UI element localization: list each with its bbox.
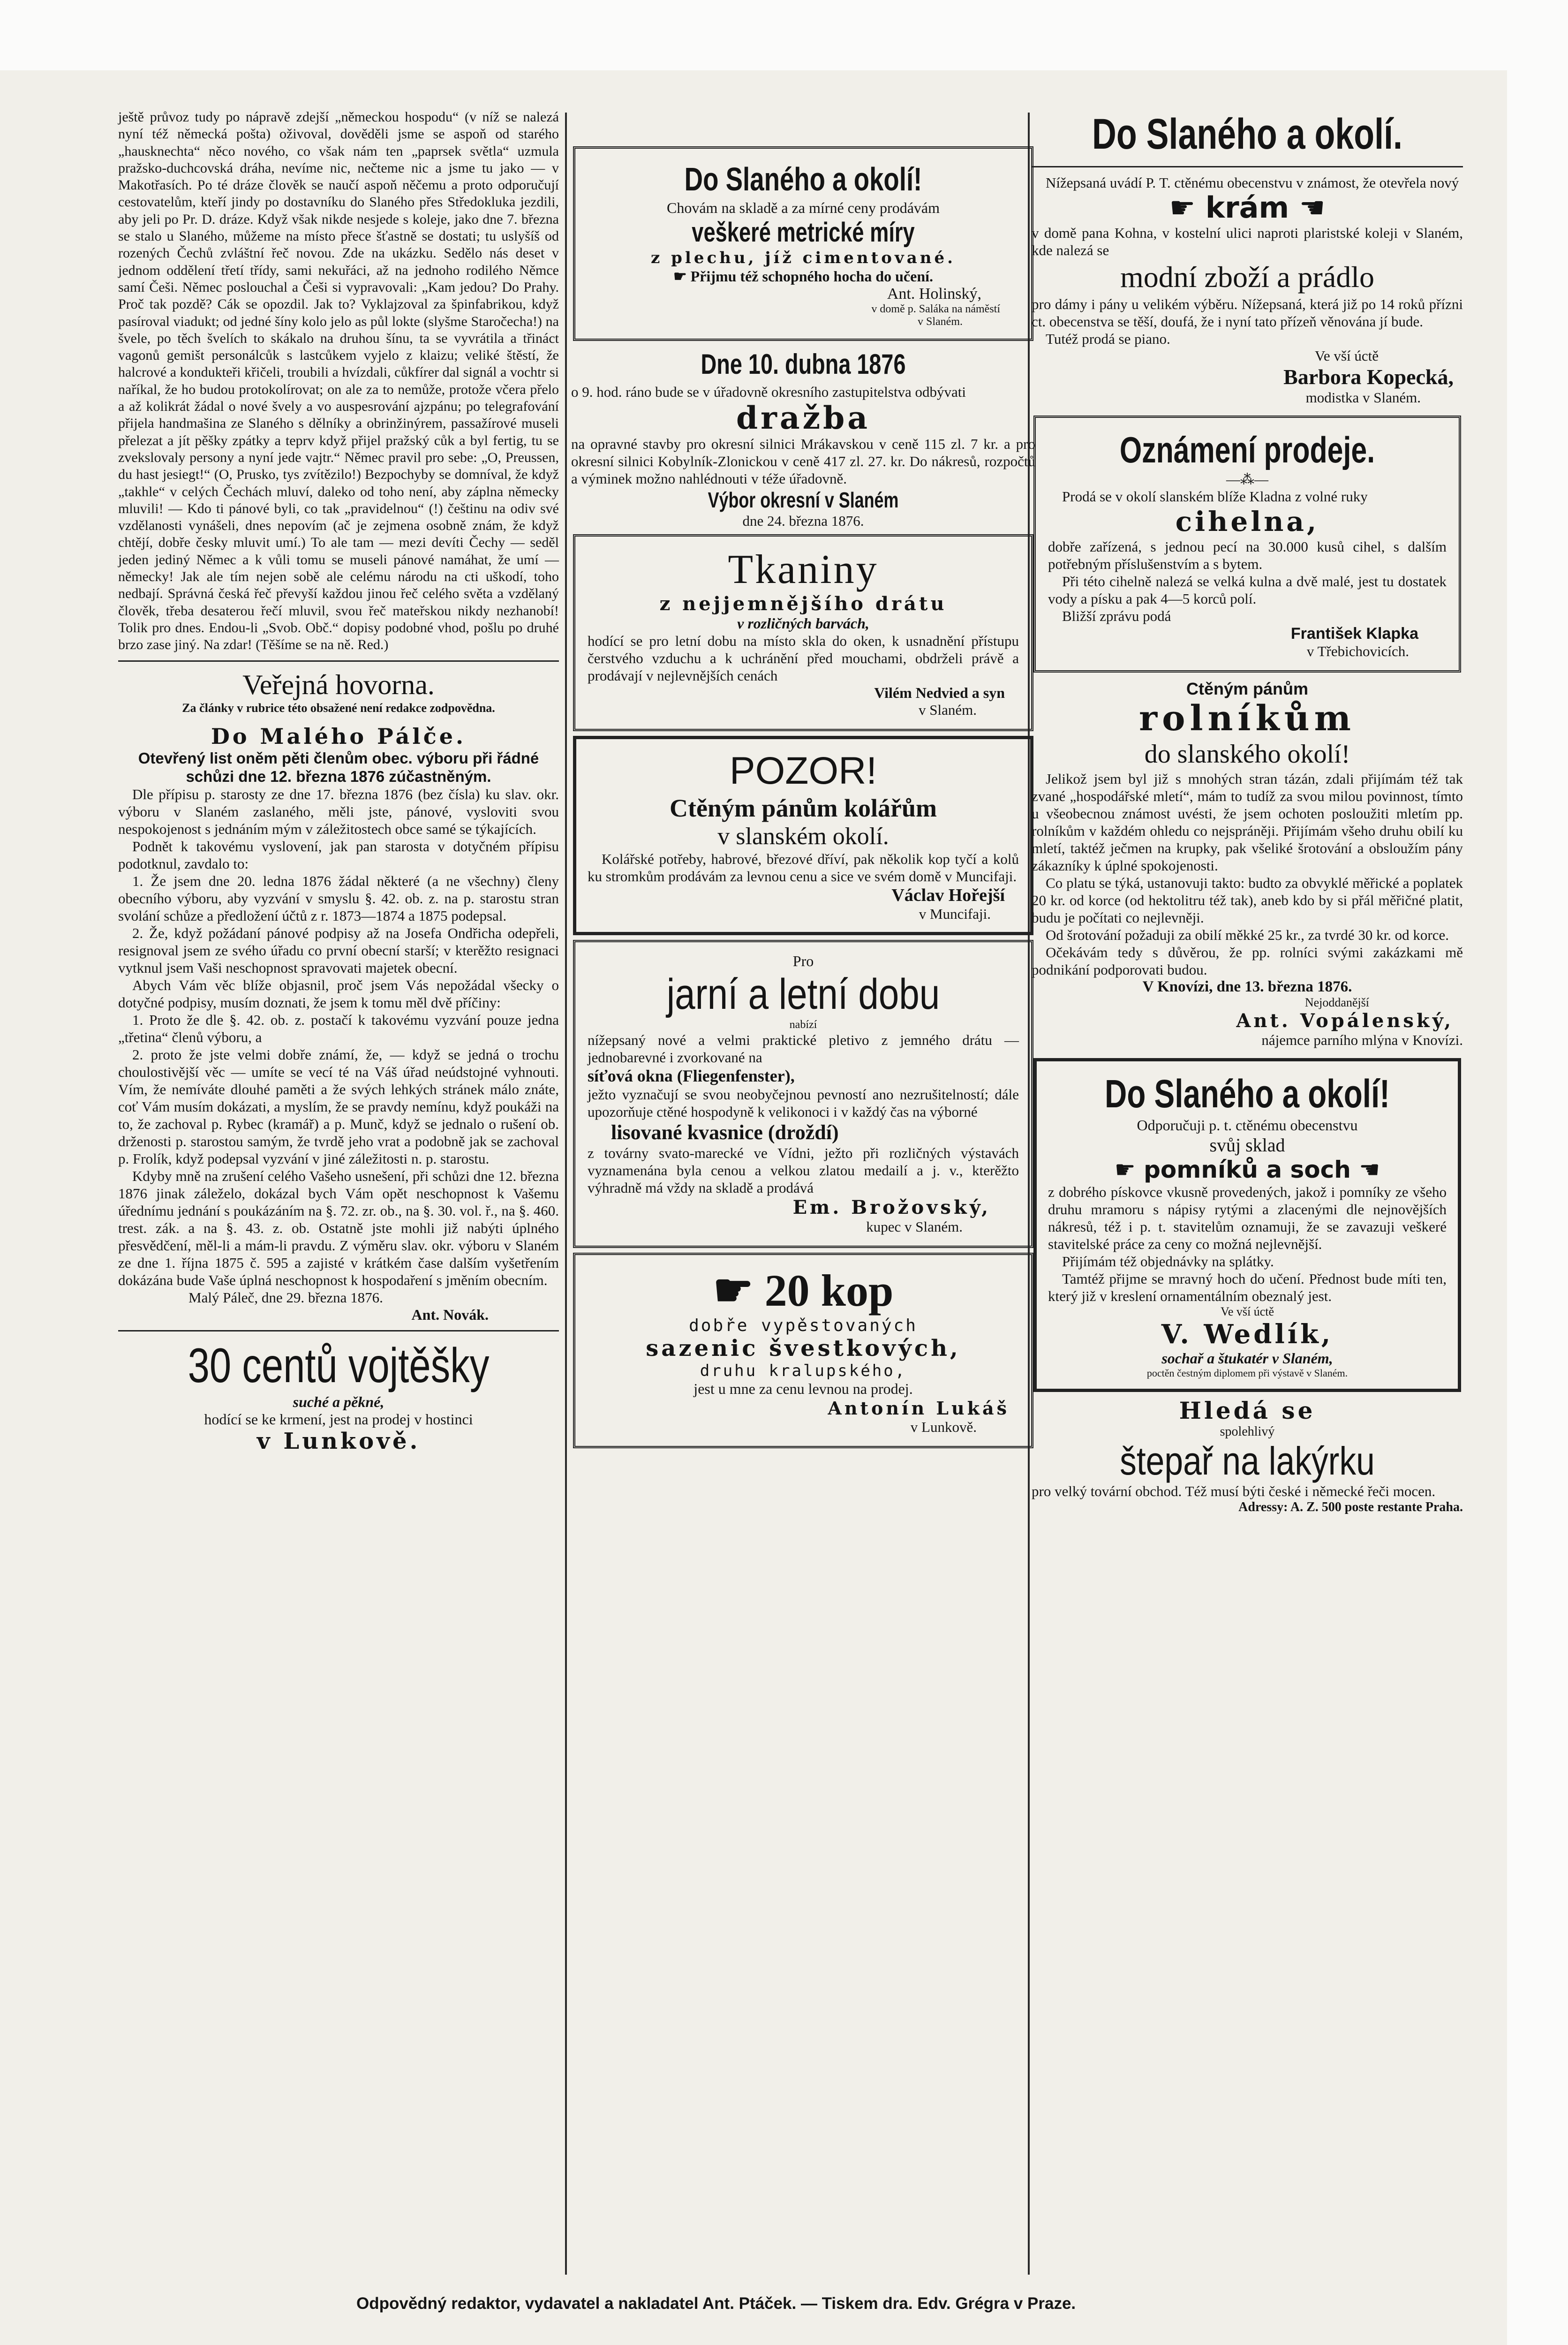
ad-vojtesky-line1: suché a pěkné, <box>293 1393 384 1410</box>
ad-cihelna <box>1033 416 1461 673</box>
divider <box>118 1330 559 1331</box>
ad-pozor-sub2: v slanském okolí. <box>717 823 889 850</box>
ad-pozor-title: POZOR! <box>729 749 877 792</box>
ad-wedlik-honor: poctěn čestným diplomem při výstavě v Slaném. <box>1146 1367 1348 1379</box>
ad-holinsky-addr2: v Slaném. <box>918 316 963 328</box>
ad-rolnikum-place: V Knovízi, dne 13. března 1876. <box>1142 978 1352 995</box>
ad-tkaniny-sign: Vilém Nedvied a syn <box>874 684 1005 701</box>
ad-holinsky-addr1: v domě p. Saláka na náměstí <box>871 303 1000 315</box>
ad-tkaniny-title: Tkaniny <box>728 547 879 592</box>
ad-pozor-text: Kolářské potřeby, habrové, březové dříví, pak několik kop tyčí a kolů ku stromkům prodávám za levnou cenu a sice ve svém domě v Muncifaji. <box>588 851 1019 885</box>
ad-kopecka-title: Do Slaného a okolí. <box>1092 110 1402 158</box>
palec-paragraph: 2. proto že jste velmi dobře známí, že, — když se jedná o trochu choulostivější věc — umíte se vecí té na Váš úřad neúdstojné vyhnouti. Vím, že nemíváte dlouhé paměti a že svých lehkých stránek málo znáte, coť Vám musím dokázati, a myslím, že se pravdy nemínu, když poukáži na to, že zachoval p. Rybec (kramář) a p. Munč, když se jednalo o rušení ob. drženosti p. starostou samým, že tvrdě jeho vrat a podobně jak se zachoval p. Frolík, když podepsal vyzvání v jiné záležitosti n. p. starostu. <box>118 1046 559 1167</box>
column-rule-1 <box>565 113 567 2275</box>
ad-wedlik-greet: Ve vší úctě <box>1220 1305 1274 1318</box>
page-footer-imprint: Odpovědný redaktor, vydavatel a nakladatel Ant. Ptáček. — Tiskem dra. Edv. Grégra v Praze. <box>356 2294 1076 2313</box>
ad-wedlik-role: sochař a štukatér v Slaném, <box>1161 1350 1333 1367</box>
ad-pozor-place: v Muncifaji. <box>919 906 991 922</box>
ad-lukas-title-text: 20 kop <box>764 1265 894 1316</box>
ad-kopecka-big: modní zboží a prádlo <box>1120 260 1375 294</box>
column-3 <box>1032 109 1463 1515</box>
ad-stepar-addr: Adressy: A. Z. 500 poste restante Praha. <box>1238 1500 1463 1514</box>
ad-lukas-line4: jest u mne za cenu levnou na prodej. <box>694 1380 913 1397</box>
ad-lukas-line2: sazenic švestkových, <box>646 1335 961 1362</box>
ornament: —⁂— <box>1226 472 1268 487</box>
palec-paragraph: Kdyby mně na zrušení celého Vašeho usnešení, při schůzi dne 12. března 1876 jinak záleželo, dokázal bych Vám opět neschopnost k Vašemu úřednímu jednání s poukázáním na §. 72. zr. ob., na §. 30. vol. ř., na §. 460. trest. zák. a na §. 43. z. ob. Ostatně jste mohli již nabýti úplného přesvědčení, měl-li a mám-li pravdu. Z výměru slav. okr. výboru v Slaném ze dne 1. října 1875 č. 595 a zajisté v krátkém čase dalším vyšetřením dokázána bude Vaše úplná neschopnost k hospodaření s jměním obecním. <box>118 1167 559 1288</box>
ad-rolnikum-greet: Nejoddanější <box>1304 996 1369 1009</box>
ad-cihelna-text4: Bližší zprávu podá <box>1062 608 1171 624</box>
ad-cihelna-big: cihelna, <box>1175 506 1319 537</box>
ad-kopecka-greet: Ve vší úctě <box>1314 348 1379 364</box>
pointing-hand-icon: ☛ <box>1169 190 1206 225</box>
palec-paragraph: 1. Proto že dle §. 42. ob. z. postačí k takovému vyzvání pouze jedna „třetina“ členů výboru, a <box>118 1011 559 1045</box>
ad-stepar-big: štepař na lakýrku <box>1120 1439 1375 1483</box>
ad-tkaniny-place: v Slaném. <box>919 702 977 718</box>
palec-paragraph: 2. Že, když požádaní pánové podpisy až na Josefa Ondřicha odepřeli, resignoval jsem ze svého úřadu co první obecní starší; v kterěžto resignaci vytknul jsem Vaši neschopnost spravovati majetek obecní. <box>118 924 559 976</box>
ad-rolnikum-p3: Od šrotování požaduji za obilí měkké 25 kr., za tvrdé 30 kr. od korce. <box>1046 927 1449 943</box>
palec-title: Do Malého Pálče. <box>211 723 467 749</box>
hovorna-note: Za články v rubrice této obsažené není redakce zodpovědna. <box>182 701 495 715</box>
ad-tkaniny-text: hodící se pro letní dobu na místo skla do oken, k usnadnění přístupu čerstvého vzduchu a k uchránění před mouchami, obdrželi právě a prodávají v nejlevnějších cenách <box>588 633 1019 684</box>
ad-wedlik-text4: Přijímám též objednávky na splátky. <box>1062 1253 1274 1270</box>
ad-brozovsky-nabizi: nabízí <box>789 1019 817 1031</box>
ad-kopecka-role: modistka v Slaném. <box>1305 389 1421 406</box>
ad-wedlik-text1: Odporučuji p. t. ctěnému obecenstvu <box>1137 1117 1358 1134</box>
ad-vojtesky-line2: hodící se ke krmení, jest na prodej v hostinci <box>204 1410 473 1428</box>
ad-cihelna-text2: dobře zařízená, s jednou pecí na 30.000 kusů cihel, s dalším potřebným příslušenstvím a s bytem. <box>1048 538 1447 572</box>
pointing-hand-icon: ☛ <box>1114 1156 1144 1183</box>
ad-lukas-sign: Antonín Lukáš <box>828 1398 1010 1419</box>
ad-rolnikum-sign: Ant. Vopálenský, <box>1236 1010 1454 1032</box>
ad-drazba-date: Dne 10. dubna 1876 <box>701 348 906 380</box>
ad-brozovsky-pro: Pro <box>792 953 814 969</box>
ad-holinsky-learn <box>588 267 1019 285</box>
pointing-hand-icon: ☛ <box>673 268 691 285</box>
ad-rolnikum-p1: Jelikož jsem byl již s mnohých stran tázán, zdali přijímám též tak zvané „hospodářské mletí“, mám to tudíž za svou milou povinnost, tímto u všeobecnou známost uvésti, že jsem ochoten posloužiti mletím pp. rolníkům v každém ohledu co nejspráněji. Přijímám všeho druhu obilí ku mletí, taktéž ječmen na krupky, pak všeliké šrotování a obsloužím pány zákazníky k úplné spokojenosti. <box>1032 771 1463 874</box>
column-2 <box>571 109 1035 1453</box>
ad-tkaniny-sub2: v rozličných barvách, <box>737 615 869 632</box>
ad-vojtesky-place: v Lunkově. <box>256 1428 421 1454</box>
palec-place-date: Malý Páleč, dne 29. března 1876. <box>188 1289 383 1306</box>
ad-wedlik <box>1033 1058 1461 1392</box>
pointing-hand-icon: ☚ <box>1350 1156 1380 1183</box>
page-top-margin <box>0 0 1568 70</box>
article-continuation: ještě průvoz tudy po nápravě zdejší „německou hospodu“ (v níž se nalezá nyní též německá pošta) oživoval, dověděli jsme se aspoň od starého „hausknechta“ něco nového, co však nám ten „paprsek světla“ uzmula pražsko-duchcovská dráha, nevíme nic, nečteme nic a jsme tu jako — v Makotřasích. Po té dráze člověk se naučí aspoň něčemu a proto odporučují cestovatelům, kteří jindy po dostavníku do Slaného přes Středokluka jezdili, aby jeli po Pr. D. dráze. Když však nikde nesjede s koleje, jako dne 7. března se stalo u Slaného, můžeme na místo přece šťastně se dostati; tu uslyšíš od rozených Čechů zvláštní řeč novou. Zde na ukázku. Sedělo nás deset v jednom oddělení třetí třídy, sami nekuřáci, až na jednoho rodilého Němce samí Češi. Němec poslouchal a Češi si vypravovali: „Kam jedou? Do Prahy. Proč tak pozdě? Cák se opozdil. Jak to? Vyklajzoval za špinfabrikou, když pasíroval viadukt; od jedné šíny kolo jelo as půl lokte (slyšme Staročecha!) na švele, po těch švelích to skákalo na druhou šínu, ta se vyvrátila a třináct vagonů gemišt personálcůk s lastcůkem vyjelo z klaizu; veliké štěstí, že halcrové a kondukteři křičeli, troubili a hvízdali, cůkfírer dal signál a vochtr si naříkal, že ho budou protokolírovat; on ale za to nemůže, protože včera přelo a až kolikrát žádal o nové švely a vo auspesrování ajzpánu; po telegrafování přijela handmašina ze Slaného s dělníky a obrinžinýrem, passažírové museli přelezat a jít pěšky zpátky a teprv když přijel pražský cůk a byl fertig, tu se zvekslovaly persony a nyní jede vajtr.“ Němec pravil pro sebe: „O, Preussen, du hast jesiegt!“ (O, Prusko, tys zvítězilo!) Bezpochyby se domníval, že když „takhle“ v celých Čechách mluví, daleko od toho není, aby záplna německy mluvili! — Kdo ti pánové byli, co tak „pravidelnou“ (!) češtinu na odiv své vzdělanosti vynášeli, dnes nepovím (ač je zejmena osobně znám, že když chtějí, dobře česky mluvit umí.) To ale tam — mezi devíti Čechy — seděl jeden jediný Němec a k vůli tomu se museli pánové namáhat, že umí — německy! Jak ale tím nejen sobě ale celému národu na cti uškodí, toho nedbají. Správná česká řeč převyší každou jinou řeč celého světa a vzdělaný člověk, třeba desaterou řečí mluvil, svou řeč mateřskou nikdy nezhanobí! Tolik pro dnes. Endou-li „Svob. Obč.“ dopisy podobné vhod, pošlu po druhé brzo zase jiný. Na zdar! (Těšíme se na ně. Red.) <box>118 109 559 653</box>
ad-holinsky-title: Do Slaného a okolí! <box>684 161 922 197</box>
ad-stepar-title: Hledá se <box>1179 1397 1316 1424</box>
ad-kopecka-sign: Barbora Kopecká, <box>1283 365 1454 389</box>
ad-cihelna-text3: Při této cihelně nalezá se velká kulna a dvě malé, jest tu dostatek vody a písku a pak 4—5 korců polí. <box>1048 573 1447 607</box>
hovorna-title: Veřejná hovorna. <box>242 669 435 700</box>
ad-lukas <box>573 1253 1033 1448</box>
ad-holinsky-sign: Ant. Holinský, <box>887 285 981 303</box>
ad-rolnikum-p4: Očekávám tedy s důvěrou, že pp. rolníci svými zakázkami mě podnikání podporovati budou. <box>1032 944 1463 978</box>
ad-pozor-sub1: Ctěným pánům kolářům <box>669 794 937 822</box>
ad-cihelna-title: Oznámení prodeje. <box>1119 429 1375 470</box>
ad-cihelna-place: v Třebichovicích. <box>1306 643 1409 659</box>
ad-rolnikum-sub: do slanského okolí! <box>1144 740 1350 769</box>
ad-drazba-big: dražba <box>736 400 871 436</box>
palec-subtitle: Otevřený list oněm pěti členům obec. výboru při řádné schůzi dne 12. března 1876 zúčastněným. <box>138 749 539 785</box>
ad-wedlik-text5: Tamtéž přijme se mravný hoch do učení. Přednost bude míti ten, který již v kreslení ornamentálním obeznalý jest. <box>1048 1271 1447 1304</box>
ad-holinsky-big: veškeré metrické míry <box>692 217 915 248</box>
ad-brozovsky-sitova: síťová okna (Fliegenfenster), <box>588 1067 795 1085</box>
ad-wedlik-text3: z dobrého pískovce vkusně provedených, jakož i pomníky ze všeho druhu mramoru s nápisy rytými a zlacenými dle nejnovějších nákresů, též i p. t. stavitelům oznamuji, že se zavazuji veškeré stavitelské práce za ceny co možná nejlevnější. <box>1048 1184 1447 1252</box>
column-1 <box>118 109 559 1454</box>
ad-stepar-sub: spolehlivý <box>1220 1424 1275 1439</box>
ad-kopecka-piano: Tutéž prodá se piano. <box>1046 331 1170 347</box>
ad-holinsky-sub: z plechu, jíž cimentované. <box>651 249 956 267</box>
ad-wedlik-big <box>1048 1156 1447 1183</box>
ad-cihelna-text1: Prodá se v okolí slanském blíže Kladna z volné ruky <box>1062 488 1368 505</box>
page-right-margin <box>1507 0 1568 2345</box>
ad-holinsky-learn-text: Přijmu též schopného hocha do učení. <box>690 268 934 285</box>
ad-wedlik-title: Do Slaného a okolí! <box>1105 1072 1390 1116</box>
ad-stepar-text: pro velký tovární obchod. Též musí býti české i německé řeči mocen. <box>1032 1483 1436 1499</box>
ad-wedlik-text2: svůj sklad <box>1209 1135 1285 1156</box>
ad-pozor-sign: Václav Hořejší <box>891 885 1005 905</box>
ad-rolnikum-p2: Co platu se týká, ustanovuji takto: budto za obvyklé měřické a poplatek 20 kr. od korce (od hektolitru též tak), aneb kdo by si přál měřičné platit, budu je počítati co nejlevněji. <box>1032 875 1463 926</box>
palec-signature: Ant. Novák. <box>411 1306 489 1323</box>
palec-paragraph: Dle přípisu p. starosty ze dne 17. března 1876 (bez čísla) ku slav. okr. výboru v Slaném zaslaného, měli jste, pánové, vysloviti svou nespokojenost s jednáním mým v záležitostech obce samé se týkajících. <box>118 786 559 837</box>
ad-drazba-text1: o 9. hod. ráno bude se v úřadovně okresního zastupitelstva odbývati <box>571 384 966 400</box>
ad-lukas-line1: dobře vypěstovaných <box>689 1316 918 1335</box>
ad-wedlik-big-text: pomníků a soch <box>1144 1156 1351 1183</box>
ad-drazba-place: dne 24. března 1876. <box>742 513 864 529</box>
ad-tkaniny <box>573 534 1033 731</box>
ad-rolnikum-role: nájemce parního mlýna v Knovízi. <box>1261 1032 1463 1048</box>
ad-brozovsky <box>573 940 1033 1248</box>
palec-paragraph: 1. Že jsem dne 20. ledna 1876 žádal některé (a ne všechny) členy obecního výboru, aby vyzvání v smyslu §. 42. ob. z. na p. starostu stran svolání schůze a předložení účtů z r. 1873—1874 a 1875 podepsal. <box>118 872 559 924</box>
ad-brozovsky-text3: z továrny svato-marecké ve Vídni, ježto při rozličných výstavách vyznamenána byla cenou a velkou zlatou medailí a j. v., kterěžto výhradně má vždy na skladě a prodává <box>588 1145 1019 1196</box>
ad-brozovsky-kvasnice: lisované kvasnice (droždí) <box>611 1121 839 1144</box>
ad-rolnikum-title: Ctěným pánům <box>1186 679 1309 698</box>
ad-kopecka-text1: Nížepsaná uvádí P. T. ctěnému obecenstvu v známost, že otevřela nový <box>1046 174 1459 191</box>
palec-paragraph: Abych Vám věc blíže objasnil, proč jsem Vás nepožádal všecky o dotyčné podpisy, musím doznati, že jsem k tomu měl dvě příčiny: <box>118 976 559 1011</box>
ad-tkaniny-sub1: z nejjemnějšího drátu <box>659 593 947 615</box>
ad-kopecka-kram <box>1032 191 1463 224</box>
divider <box>118 660 559 662</box>
ad-lukas-title <box>588 1265 1019 1316</box>
ad-lukas-place: v Lunkově. <box>910 1419 977 1435</box>
ad-kopecka-text2: v domě pana Kohna, v kostelní ulici naproti plaristské koleji v Slaném, kde nalezá se <box>1032 225 1463 258</box>
ad-vojtesky-title: 30 centů vojtěšky <box>188 1338 490 1393</box>
ad-brozovsky-title: jarní a letní dobu <box>666 970 940 1018</box>
ad-holinsky <box>573 146 1033 341</box>
ad-drazba-sign: Výbor okresní v Slaném <box>708 488 899 512</box>
ad-kopecka-kram-text: krám <box>1205 190 1289 225</box>
ad-cihelna-sign: František Klapka <box>1290 625 1418 643</box>
ad-brozovsky-sign: Em. Brožovský, <box>792 1196 991 1218</box>
ad-wedlik-sign: V. Wedlík, <box>1161 1319 1334 1350</box>
ad-brozovsky-text2: ježto vyznačují se svou neobyčejnou pevností ano nezrušitelností; dále upozorňuje ctěné hospodyně k velikonoci i v každý čas na výborné <box>588 1086 1019 1120</box>
ad-brozovsky-text1: nížepsaný nové a velmi praktické pletivo z jemného drátu — jednobarevné i zvorkované na <box>588 1032 1019 1066</box>
ad-kopecka-text3: pro dámy i pány u velikém výběru. Nížepsaná, která již po 14 roků přízni ct. obecenstva se těší, doufá, že i nyní tato přízeň věnována jí bude. <box>1032 296 1463 330</box>
palec-paragraph: Podnět k takovému vyslovení, jak pan starosta v dotyčném přípisu podotknul, zavdalo to: <box>118 838 559 872</box>
ad-brozovsky-place: kupec v Slaném. <box>866 1218 963 1235</box>
pointing-hand-icon: ☛ <box>713 1265 765 1316</box>
ad-rolnikum-big: rolníkům <box>1139 698 1356 739</box>
ad-drazba-text2: na opravné stavby pro okresní silnici Mrákavskou v ceně 115 zl. 7 kr. a pro okresní silnici Kobylník-Zlonickou v ceně 417 zl. 27. kr. Do nákresů, rozpočtů a výminek možno nahlédnouti v téže úřadovně. <box>571 436 1035 487</box>
ad-lukas-line3: druhu kralupského, <box>700 1362 907 1380</box>
pointing-hand-icon: ☚ <box>1289 190 1326 225</box>
ad-pozor <box>573 736 1033 935</box>
ad-holinsky-text: Chovám na skladě a za mírné ceny prodávám <box>667 199 940 216</box>
divider <box>1032 166 1463 167</box>
